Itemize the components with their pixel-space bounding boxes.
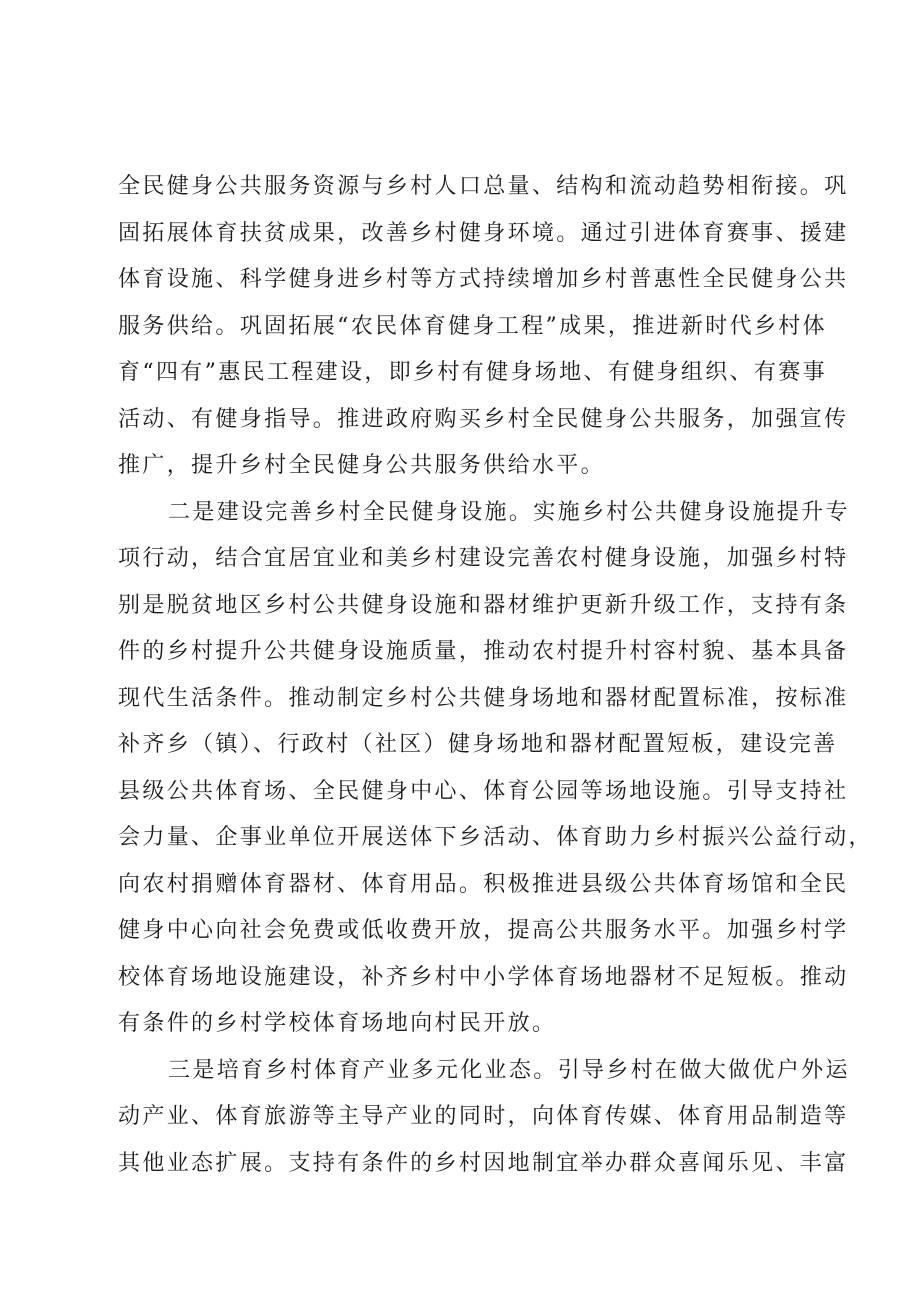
text-line: 件的乡村提升公共健身设施质量，推动农村提升村容村貌、基本具备 — [118, 639, 849, 664]
text-line: 现代生活条件。推动制定乡村公共健身场地和器材配置标准，按标准 — [118, 685, 849, 711]
text-line: 项行动，结合宜居宜业和美乡村建设完善农村健身设施，加强乡村特 — [118, 546, 849, 571]
text-line: 全民健身公共服务资源与乡村人口总量、结构和流动趋势相衔接。巩 — [118, 174, 849, 199]
text-line: 校体育场地设施建设，补齐乡村中小学体育场地器材不足短板。推动 — [118, 964, 849, 990]
text-line: 体育设施、科学健身进乡村等方式持续增加乡村普惠性全民健身公共 — [118, 267, 849, 292]
text-line: 动产业、体育旅游等主导产业的同时，向体育传媒、体育用品制造等 — [118, 1104, 849, 1129]
text-line: 别是脱贫地区乡村公共健身设施和器材维护更新升级工作，支持有条 — [118, 592, 849, 618]
text-line: 健身中心向社会免费或低收费开放，提高公共服务水平。加强乡村学 — [118, 918, 849, 943]
text-line: 育“四有”惠民工程建设，即乡村有健身场地、有健身组织、有赛事 — [118, 360, 827, 385]
text-line: 会力量、企事业单位开展送体下乡活动、体育助力乡村振兴公益行动， — [118, 825, 873, 850]
text-line: 推广，提升乡村全民健身公共服务供给水平。 — [118, 453, 606, 478]
paragraph-start-line: 二是建设完善乡村全民健身设施。实施乡村公共健身设施提升专 — [168, 499, 850, 525]
text-line: 补齐乡（镇）、行政村（社区）健身场地和器材配置短板，建设完善 — [118, 732, 838, 757]
text-line: 县级公共体育场、全民健身中心、体育公园等场地设施。引导支持社 — [118, 778, 849, 804]
text-line: 其他业态扩展。支持有条件的乡村因地制宜举办群众喜闻乐见、丰富 — [118, 1150, 849, 1176]
text-line: 向农村捐赠体育器材、体育用品。积极推进县级公共体育场馆和全民 — [118, 871, 849, 897]
text-line: 服务供给。巩固拓展“农民体育健身工程”成果，推进新时代乡村体 — [118, 313, 827, 339]
body-text — [118, 164, 873, 1187]
text-line: 有条件的乡村学校体育场地向村民开放。 — [118, 1011, 557, 1036]
paragraph-start-line: 三是培育乡村体育产业多元化业态。引导乡村在做大做优户外运 — [168, 1057, 850, 1083]
text-line: 活动、有健身指导。推进政府购买乡村全民健身公共服务，加强宣传 — [118, 406, 849, 432]
text-line: 固拓展体育扶贫成果，改善乡村健身环境。通过引进体育赛事、援建 — [118, 220, 849, 246]
